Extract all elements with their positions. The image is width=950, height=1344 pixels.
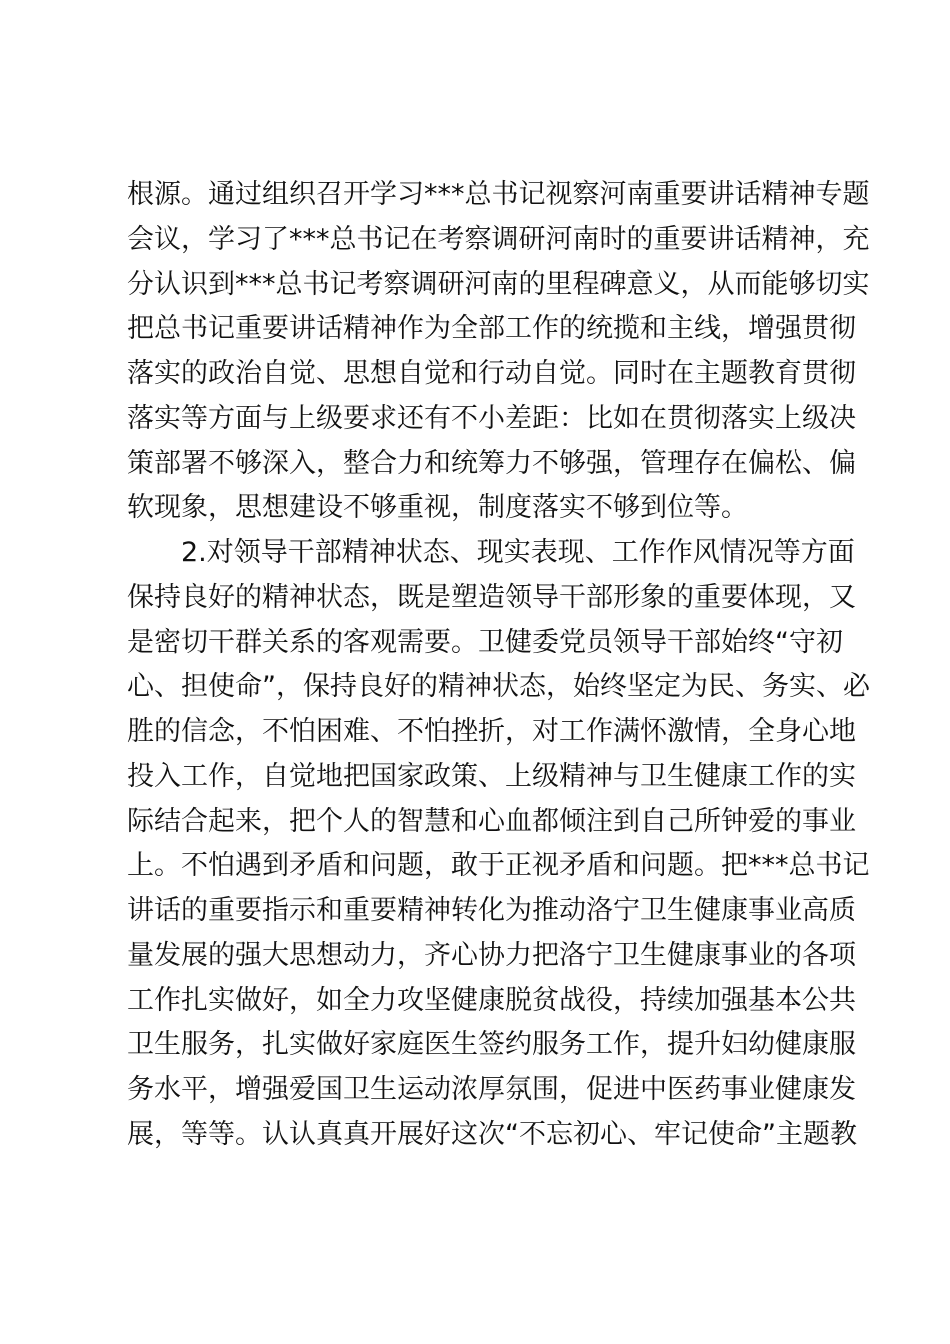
paragraph-line: 保持良好的精神状态，既是塑造领导干部形象的重要体现，又 xyxy=(127,581,856,613)
paragraph-line: 工作扎实做好，如全力攻坚健康脱贫战役，持续加强基本公共 xyxy=(127,984,856,1016)
paragraph-line: 策部署不够深入，整合力和统筹力不够强，管理存在偏松、偏 xyxy=(127,447,856,479)
paragraph-line: 卫生服务，扎实做好家庭医生签约服务工作，提升妇幼健康服 xyxy=(127,1029,856,1061)
paragraph-line: 把总书记重要讲话精神作为全部工作的统揽和主线，增强贯彻 xyxy=(127,313,856,345)
paragraph-line: 落实的政治自觉、思想自觉和行动自觉。同时在主题教育贯彻 xyxy=(127,358,856,389)
paragraph-1 xyxy=(127,173,870,531)
paragraph-line: 根源。通过组织召开学习***总书记视察河南重要讲话精神专题 xyxy=(127,179,870,210)
paragraph-line: 心、担使命”，保持良好的精神状态，始终坚定为民、务实、必 xyxy=(127,671,870,703)
paragraph-line: 分认识到***总书记考察调研河南的里程碑意义，从而能够切实 xyxy=(127,268,870,300)
paragraph-line: 展，等等。认认真真开展好这次“不忘初心、牢记使命”主题教 xyxy=(127,1118,857,1150)
paragraph-line: 软现象，思想建设不够重视，制度落实不够到位等。 xyxy=(127,492,748,524)
paragraph-line: 会议，学习了***总书记在考察调研河南时的重要讲话精神，充 xyxy=(127,223,870,255)
paragraph-line: 际结合起来，把个人的智慧和心血都倾注到自己所钟爱的事业 xyxy=(127,805,856,837)
paragraph-line: 是密切干群关系的客观需要。卫健委党员领导干部始终“守初 xyxy=(127,626,843,658)
paragraph-line: 量发展的强大思想动力，齐心协力把洛宁卫生健康事业的各项 xyxy=(127,939,856,971)
paragraph-2 xyxy=(127,531,870,1158)
paragraph-line: 务水平，增强爱国卫生运动浓厚氛围，促进中医药事业健康发 xyxy=(127,1074,856,1105)
document-body xyxy=(127,173,870,1158)
paragraph-line: 落实等方面与上级要求还有不小差距：比如在贯彻落实上级决 xyxy=(127,402,856,434)
paragraph-line: 投入工作，自觉地把国家政策、上级精神与卫生健康工作的实 xyxy=(127,760,856,792)
paragraph-line: 2.对领导干部精神状态、现实表现、工作作风情况等方面 xyxy=(181,537,855,568)
paragraph-line: 胜的信念，不怕困难、不怕挫折，对工作满怀激情，全身心地 xyxy=(127,716,856,747)
paragraph-line: 上。不怕遇到矛盾和问题，敢于正视矛盾和问题。把***总书记 xyxy=(127,850,870,882)
paragraph-line: 讲话的重要指示和重要精神转化为推动洛宁卫生健康事业高质 xyxy=(127,895,856,926)
